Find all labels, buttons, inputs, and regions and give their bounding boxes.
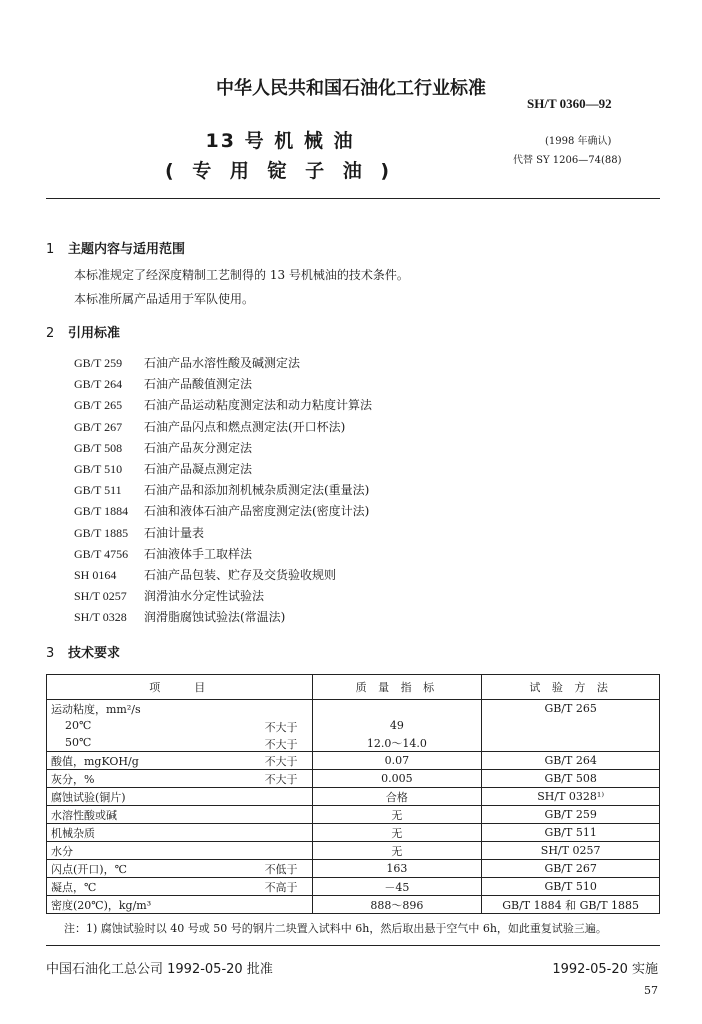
column-header-quality: 质 量 指 标 [312,675,482,700]
method-cell: GB/T 267 [482,860,660,878]
section-1-paragraph: 本标准规定了经深度精制工艺制得的 13 号机械油的技术条件。 [74,268,409,282]
section-1-heading [46,238,185,257]
reference-item [74,608,285,625]
item-name: 水分 [51,844,73,858]
technical-requirements-table [46,674,660,914]
item-cell [47,878,313,896]
method-cell: GB/T 259 [482,806,660,824]
replaces-note: 代替 SY 1206—74(88) [513,155,622,166]
reference-item [74,460,252,477]
table-row [47,878,660,896]
table-row [47,842,660,860]
reference-code: GB/T 508 [74,440,123,455]
confirmation-note: (1998 年确认) [545,136,612,147]
table-row [47,806,660,824]
section-title: 引用标准 [68,326,121,341]
section-1-paragraph: 本标准所属产品适用于军队使用。 [74,292,255,306]
item-name: 运动粘度，mm²/s [51,702,141,716]
table-footnote: 注：1) 腐蚀试验时以 40 号或 50 号的钢片二块置入试料中 6h，然后取出悬于空气中 6h，如此重复试验三遍。 [64,922,607,935]
section-number: 1 [46,242,55,257]
standard-code: SH/T 0360—92 [527,96,612,111]
item-cell [47,896,313,914]
method-cell: GB/T 1884 和 GB/T 1885 [482,896,660,914]
reference-code: GB/T 1884 [74,504,129,519]
limit-qualifier: 不大于 [264,721,298,734]
table-row [47,752,660,770]
quality-cell: 合格 [312,788,482,806]
reference-title: 石油液体手工取样法 [144,546,253,561]
document-subtitle: ( 专 用 锭 子 油 ) [164,160,396,182]
method-cell [482,734,660,752]
reference-title: 石油产品凝点测定法 [144,462,253,476]
column-header-item: 项 目 [47,675,313,700]
table-row [47,770,660,788]
limit-qualifier: 不高于 [264,880,298,894]
reference-code: GB/T 264 [74,377,123,392]
document-title: 13 号 机 械 油 [205,130,355,152]
limit-qualifier: 不低于 [264,862,298,876]
method-cell: GB/T 508 [482,770,660,788]
reference-item [74,587,264,604]
reference-title: 石油产品灰分测定法 [144,440,253,455]
item-name: 酸值，mgKOH/g [51,754,139,768]
limit-qualifier: 不大于 [264,738,298,751]
table-row [47,860,660,878]
item-cell [47,700,313,718]
quality-cell: 888～896 [312,896,482,914]
reference-code: GB/T 4756 [74,546,129,561]
table-row [47,717,660,734]
section-number: 2 [46,326,55,341]
reference-code: SH/T 0257 [74,589,127,604]
reference-code: GB/T 265 [74,398,123,413]
reference-item [74,375,252,392]
quality-cell: 49 [312,717,482,734]
reference-code: SH 0164 [74,568,117,582]
table-row [47,896,660,914]
item-name: 密度(20℃)，kg/m³ [51,898,152,912]
reference-item [74,502,369,519]
page-number: 57 [644,984,658,997]
method-cell: SH/T 0328¹⁾ [482,788,660,806]
item-cell [47,842,313,860]
item-name: 50℃ [65,736,92,749]
method-cell: GB/T 510 [482,878,660,896]
approval-line: 中国石油化工总公司 1992-05-20 批准 [46,962,273,977]
reference-item [74,396,372,413]
item-name: 凝点，℃ [51,880,97,894]
item-cell [47,806,313,824]
reference-title: 石油产品运动粘度测定法和动力粘度计算法 [144,398,373,413]
industry-standard-heading: 中华人民共和国石油化工行业标准 [216,78,486,99]
method-cell: GB/T 511 [482,824,660,842]
implementation-date: 1992-05-20 实施 [552,962,658,977]
reference-title: 石油产品闪点和燃点测定法(开口杯法) [144,419,346,434]
table-header-row [47,675,660,700]
limit-qualifier: 不大于 [264,754,298,768]
method-cell: GB/T 265 [482,700,660,718]
section-number: 3 [46,646,55,661]
section-3-heading [46,642,120,661]
item-cell [47,770,313,788]
reference-item [74,566,336,583]
item-cell [47,788,313,806]
reference-title: 石油产品水溶性酸及碱测定法 [144,356,301,370]
method-cell [482,717,660,734]
table-row [47,788,660,806]
reference-item [74,418,345,435]
table-row [47,734,660,752]
reference-code: GB/T 510 [74,462,123,476]
method-cell: GB/T 264 [482,752,660,770]
reference-item [74,481,369,498]
quality-cell: 无 [312,806,482,824]
item-cell [47,752,313,770]
quality-cell: 12.0～14.0 [312,734,482,752]
quality-cell: 163 [312,860,482,878]
item-cell [47,734,313,752]
quality-cell: 0.005 [312,770,482,788]
quality-cell: 无 [312,842,482,860]
table-row [47,700,660,718]
item-name: 水溶性酸或碱 [51,808,117,822]
method-cell: SH/T 0257 [482,842,660,860]
reference-item [74,545,252,562]
item-cell [47,824,313,842]
quality-cell [312,700,482,718]
section-2-heading [46,322,120,341]
reference-title: 石油计量表 [144,525,205,540]
reference-code: SH/T 0328 [74,610,127,625]
item-name: 闪点(开口)，℃ [51,862,127,876]
item-name: 机械杂质 [51,826,95,840]
column-header-method: 试 验 方 法 [482,675,660,700]
quality-cell: －45 [312,878,482,896]
reference-title: 润滑脂腐蚀试验法(常温法) [144,610,286,625]
reference-title: 石油产品和添加剂机械杂质测定法(重量法) [144,483,370,498]
item-name: 腐蚀试验(铜片) [51,790,126,804]
reference-item [74,439,252,456]
section-title: 技术要求 [68,646,121,661]
footer-divider [46,945,660,946]
reference-item [74,524,204,541]
reference-title: 石油产品酸值测定法 [144,377,253,392]
reference-code: GB/T 259 [74,356,123,370]
limit-qualifier: 不大于 [264,772,298,786]
reference-title: 润滑油水分定性试验法 [144,589,265,604]
section-title: 主题内容与适用范围 [68,242,186,257]
item-name: 20℃ [65,719,92,732]
reference-code: GB/T 1885 [74,525,129,540]
reference-code: GB/T 511 [74,483,122,498]
reference-title: 石油产品包装、贮存及交货验收规则 [144,568,337,582]
header-divider [46,198,660,199]
quality-cell: 无 [312,824,482,842]
item-cell [47,717,313,734]
table-row [47,824,660,842]
quality-cell: 0.07 [312,752,482,770]
reference-item [74,354,300,371]
item-cell [47,860,313,878]
reference-code: GB/T 267 [74,419,123,434]
item-name: 灰分，% [51,772,95,786]
reference-title: 石油和液体石油产品密度测定法(密度计法) [144,504,370,519]
